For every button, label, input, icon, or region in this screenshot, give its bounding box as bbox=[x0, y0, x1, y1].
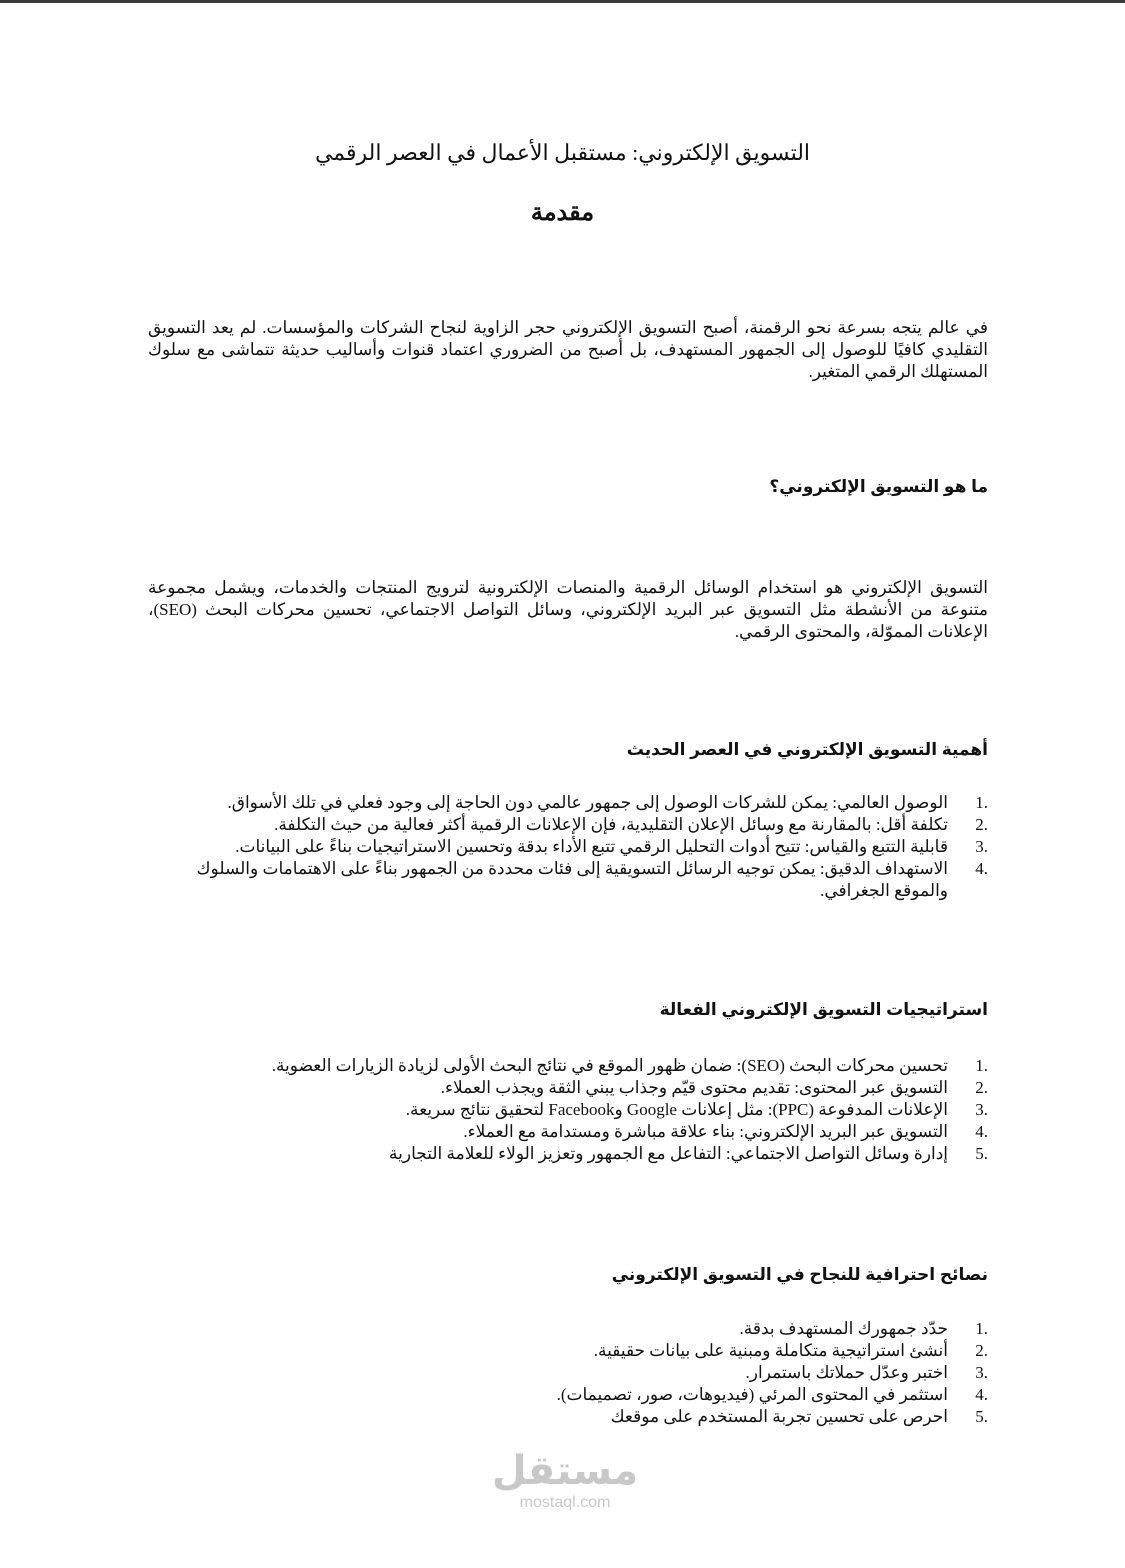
list-item bbox=[148, 1099, 988, 1121]
list-item bbox=[148, 1077, 988, 1099]
list-item-text: الإعلانات المدفوعة (PPC): مثل إعلانات Google وFacebook لتحقيق نتائج سريعة. bbox=[405, 1100, 948, 1119]
list-item bbox=[148, 836, 988, 858]
list-number: 1. bbox=[975, 1319, 988, 1338]
list-item-text: تحسين محركات البحث (SEO): ضمان ظهور الموقع في نتائج البحث الأولى لزيادة الزيارات العضوية. bbox=[271, 1056, 948, 1075]
strategies-list bbox=[148, 1055, 988, 1165]
list-item bbox=[148, 1318, 988, 1340]
list-number: 4. bbox=[975, 1385, 988, 1404]
list-item-text: حدّد جمهورك المستهدف بدقة. bbox=[739, 1319, 948, 1338]
strategies-heading: استراتيجيات التسويق الإلكتروني الفعالة bbox=[659, 1000, 988, 1019]
importance-list bbox=[148, 792, 988, 902]
list-item-text: إدارة وسائل التواصل الاجتماعي: التفاعل مع الجمهور وتعزيز الولاء للعلامة التجارية bbox=[389, 1144, 948, 1163]
list-item-text: تكلفة أقل: بالمقارنة مع وسائل الإعلان التقليدية، فإن الإعلانات الرقمية أكثر فعالية من حيث التكلفة. bbox=[274, 815, 948, 834]
list-number: 3. bbox=[975, 837, 988, 856]
list-item bbox=[148, 1340, 988, 1362]
what-heading: ما هو التسويق الإلكتروني؟ bbox=[769, 477, 988, 496]
document-title: التسويق الإلكتروني: مستقبل الأعمال في العصر الرقمي bbox=[314, 140, 811, 165]
list-number: 1. bbox=[975, 793, 988, 812]
list-number: 5. bbox=[975, 1407, 988, 1426]
list-number: 5. bbox=[975, 1144, 988, 1163]
list-item bbox=[148, 1143, 988, 1165]
list-item-text: الوصول العالمي: يمكن للشركات الوصول إلى جمهور عالمي دون الحاجة إلى وجود فعلي في تلك الأسواق. bbox=[227, 793, 948, 812]
list-item-text: أنشئ استراتيجية متكاملة ومبنية على بيانات حقيقية. bbox=[593, 1341, 948, 1360]
list-item-text: اختبر وعدّل حملاتك باستمرار. bbox=[745, 1363, 948, 1382]
list-item-text: التسويق عبر المحتوى: تقديم محتوى قيّم وجذاب يبني الثقة ويجذب العملاء. bbox=[440, 1078, 948, 1097]
list-item bbox=[148, 792, 988, 814]
what-paragraph: التسويق الإلكتروني هو استخدام الوسائل الرقمية والمنصات الإلكترونية لترويج المنتجات والخدمات، ويشمل مجموعة متنوعة من الأنشطة مثل التسويق عبر البريد الإلكتروني، وسائل التواصل الاجتماعي، تحسين محركات البحث (SEO)، الإعلانات المموّلة، والمحتوى الرقمي. bbox=[148, 578, 988, 641]
list-number: 2. bbox=[975, 1341, 988, 1360]
list-item-text: احرص على تحسين تجربة المستخدم على موقعك bbox=[610, 1407, 948, 1426]
tips-heading: نصائح احترافية للنجاح في التسويق الإلكتروني bbox=[611, 1265, 988, 1284]
list-number: 3. bbox=[975, 1100, 988, 1119]
list-number: 4. bbox=[975, 859, 988, 878]
list-item-text: الاستهداف الدقيق: يمكن توجيه الرسائل التسويقية إلى فئات محددة من الجمهور بناءً على الاهتمامات والسلوك والموقع الجغرافي. bbox=[196, 859, 948, 900]
importance-heading: أهمية التسويق الإلكتروني في العصر الحديث bbox=[626, 740, 988, 759]
list-item bbox=[148, 1121, 988, 1143]
list-item bbox=[148, 1055, 988, 1077]
watermark-logo: مستقل bbox=[491, 1448, 639, 1494]
watermark-domain: mostaql.com bbox=[519, 1494, 611, 1511]
tips-list bbox=[148, 1318, 988, 1428]
intro-paragraph: في عالم يتجه بسرعة نحو الرقمنة، أصبح التسويق الإلكتروني حجر الزاوية لنجاح الشركات والمؤسسات. لم يعد التسويق التقليدي كافيًا للوصول إلى الجمهور المستهدف، بل أصبح من الضروري اعتماد قنوات وأساليب حديثة تتماشى مع سلوك المستهلك الرقمي المتغير. bbox=[148, 318, 988, 381]
list-item bbox=[148, 858, 988, 902]
list-item-text: قابلية التتبع والقياس: تتيح أدوات التحليل الرقمي تتبع الأداء بدقة وتحسين الاستراتيجيات بناءً على البيانات. bbox=[235, 837, 948, 856]
list-number: 4. bbox=[975, 1122, 988, 1141]
list-number: 1. bbox=[975, 1056, 988, 1075]
list-item bbox=[148, 1384, 988, 1406]
list-number: 2. bbox=[975, 815, 988, 834]
list-item-text: استثمر في المحتوى المرئي (فيديوهات، صور، تصميمات). bbox=[556, 1385, 948, 1404]
list-number: 2. bbox=[975, 1078, 988, 1097]
intro-heading: مقدمة bbox=[530, 200, 595, 226]
mostaql-watermark bbox=[490, 1448, 640, 1512]
list-item bbox=[148, 814, 988, 836]
list-item bbox=[148, 1362, 988, 1384]
list-item-text: التسويق عبر البريد الإلكتروني: بناء علاقة مباشرة ومستدامة مع العملاء. bbox=[463, 1122, 948, 1141]
list-number: 3. bbox=[975, 1363, 988, 1382]
list-item bbox=[148, 1406, 988, 1428]
